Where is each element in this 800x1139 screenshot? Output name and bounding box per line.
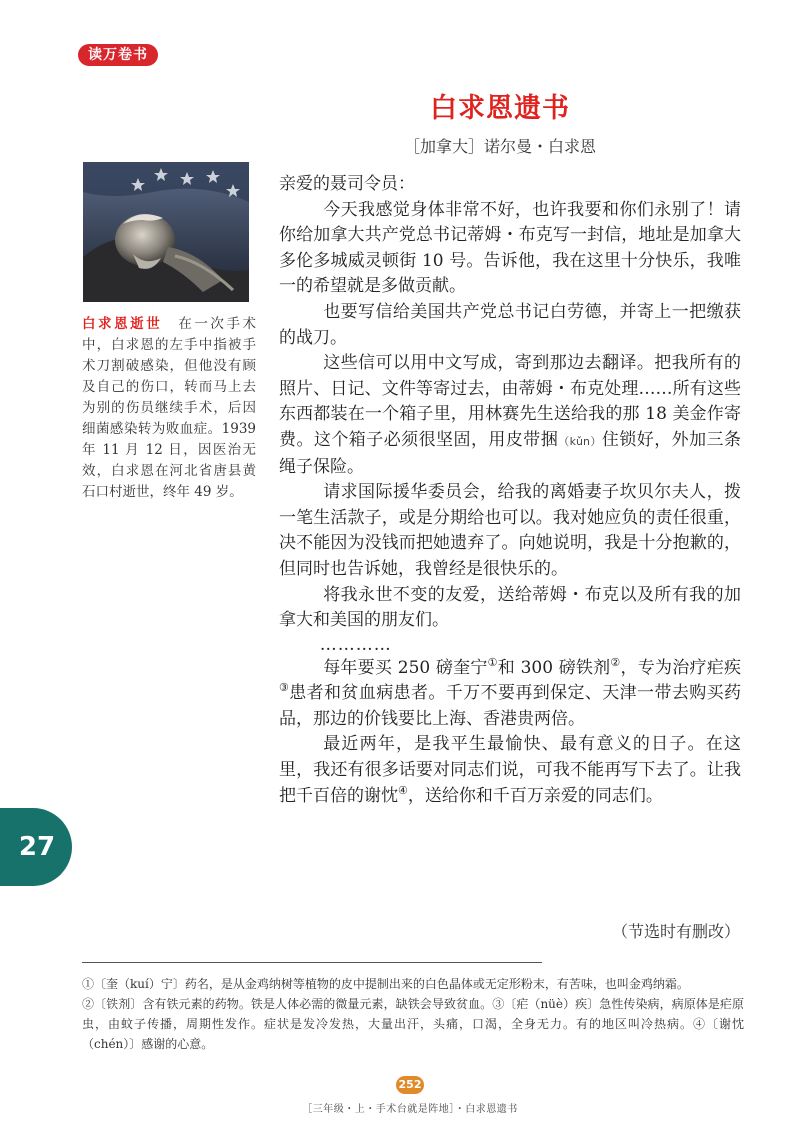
photo-caption — [82, 314, 256, 503]
footnote-divider — [82, 962, 542, 963]
running-title: ［三年级・上・手术台就是阵地］・白求恩遗书 — [302, 1104, 518, 1115]
p7-text-a: 最近两年，是我平生最愉快、最有意义的日子。在这里，我还有很多话要对同志们说，可我不能再写下去了。让我把千百倍的谢忱 — [279, 734, 741, 806]
chapter-number-tab: 27 — [0, 808, 72, 886]
footnote-2: ②〔铁剂〕含有铁元素的药物。铁是人体必需的微量元素，缺铁会导致贫血。③〔疟（nüè）疾〕急性传染病，病原体是疟原虫，由蚊子传播，周期性发作。症状是发冷发热，大量出汗，头痛，口渴，全身无力。有的地区叫冷热病。④〔谢忱（chén）〕感谢的心意。 — [82, 997, 744, 1051]
letter-paragraph-2: 也要写信给美国共产党总书记白劳德，并寄上一把缴获的战刀。 — [279, 301, 741, 348]
footnote-ref-2: ② — [610, 655, 621, 669]
pinyin-kun: （kǔn） — [558, 434, 602, 448]
author-line: ［加拿大］诺尔曼・白求恩 — [403, 137, 596, 156]
p6-text-d: 患者和贫血病患者。千万不要再到保定、天津一带去购买药品，那边的价钱要比上海、香港贵两倍。 — [279, 683, 741, 729]
footnote-ref-3: ③ — [279, 681, 290, 695]
letter-paragraph-7 — [279, 732, 741, 809]
footnote-ref-4: ④ — [398, 783, 408, 797]
caption-title: 白求恩逝世 — [82, 316, 163, 332]
page-number: 252 — [396, 1076, 424, 1094]
letter-paragraph-3 — [279, 351, 741, 480]
section-badge: 读万卷书 — [78, 44, 158, 66]
letter-paragraph-1: 今天我感觉身体非常不好，也许我要和你们永别了！请你给加拿大共产党总书记蒂姆・布克写一封信，地址是加拿大多伦多城威灵顿街 10 号。告诉他，我在这里十分快乐，我唯一的希望就是多做贡献。 — [279, 199, 741, 297]
footnote-ref-1: ① — [487, 655, 498, 669]
bethune-photo — [83, 162, 249, 302]
letter-salutation: 亲爱的聂司令员： — [279, 174, 415, 194]
p6-text-c: ，专为治疗疟疾 — [620, 657, 741, 678]
p7-text-b: ，送给你和千百万亲爱的同志们。 — [407, 785, 663, 806]
ellipsis-divider: ………… — [319, 634, 392, 655]
letter-body — [279, 172, 741, 809]
p6-text-a: 每年要买 250 磅奎宁 — [323, 657, 488, 678]
caption-text: 在一次手术中，白求恩的左手中指被手术刀割破感染，但他没有顾及自己的伤口，转而马上去为别的伤员继续手术，后因细菌感染转为败血症。1939 年 11 月 12 日，因医治无效，白求恩在河北省唐县黄石口村逝世，终年 49 岁。 — [82, 316, 257, 500]
p3-text-a: 这些信可以用中文写成，寄到那边去翻译。把我所有的照片、日记、文件等寄过去，由蒂姆・布克处理……所有这些东西都装在一个箱子里，用林赛先生送给我的那 18 美金作寄费。这个箱子必须很坚固，用皮带捆 — [279, 353, 741, 450]
page-title: 白求恩遗书 — [430, 93, 570, 124]
footnotes — [82, 974, 744, 1054]
letter-paragraph-6 — [279, 656, 741, 733]
letter-paragraph-4: 请求国际援华委员会，给我的离婚妻子坎贝尔夫人，拨一笔生活款子，或是分期给也可以。我对她应负的责任很重，决不能因为没钱而把她遗弃了。向她说明，我是十分抱歉的，但同时也告诉她，我曾经是很快乐的。 — [279, 482, 741, 579]
p3-text-b: 住锁好，外加三条绳子保险。 — [279, 429, 742, 477]
letter-paragraph-5: 将我永世不变的友爱，送给蒂姆・布克以及所有我的加拿大和美国的朋友们。 — [279, 584, 741, 631]
p6-text-b: 和 300 磅铁剂 — [497, 657, 611, 678]
footnote-1: ①〔奎（kuí）宁〕药名，是从金鸡纳树等植物的皮中提制出来的白色晶体或无定形粉末，有苦味，也叫金鸡纳霜。 — [82, 977, 689, 991]
source-note: （节选时有删改） — [611, 922, 740, 941]
